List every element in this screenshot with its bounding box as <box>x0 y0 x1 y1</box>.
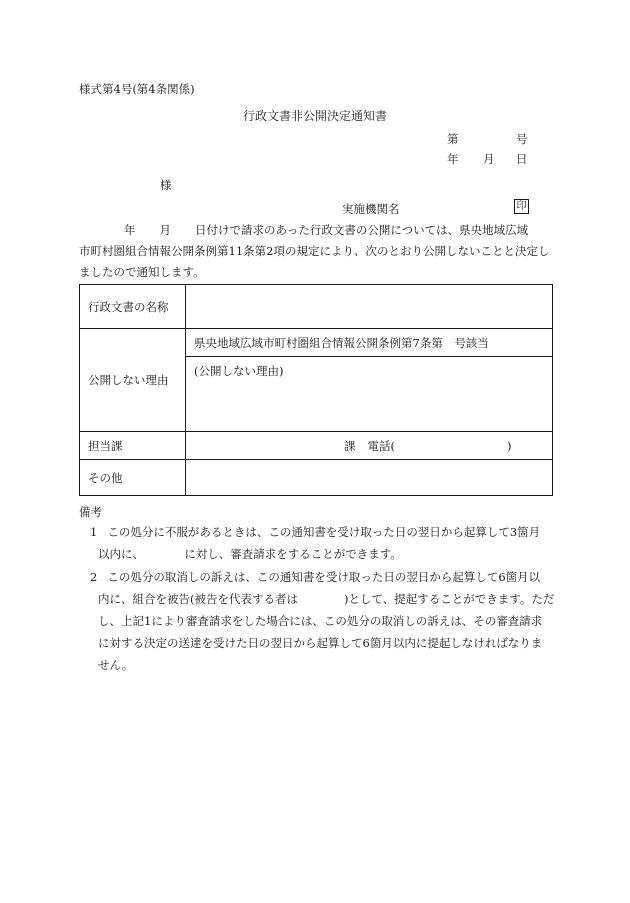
document-number-prefix: 第 <box>447 132 459 146</box>
intro-line-2: 市町村圏組合情報公開条例第11条第2項の規定により、次のとおり公開しないことと決定し <box>79 244 550 258</box>
remark-line: 以内に、 に対し、審査請求をすることができます。 <box>98 547 402 561</box>
table-row <box>80 432 553 460</box>
remark-number: 2 <box>90 570 98 584</box>
reason-text: (公開しない理由) <box>186 357 553 432</box>
remark-line: 内に、組合を被告(被告を代表する者は )として、提起することができます。ただ <box>98 592 555 606</box>
remark-line: この処分に不服があるときは、この通知書を受け取った日の翌日から起算して3箇月 <box>107 525 541 539</box>
intro-year-label: 年 <box>124 223 136 237</box>
remark-line: し、上記1により審査請求をした場合には、この処分の取消しの訴えは、その審査請求 <box>98 614 543 628</box>
intro-line-1: 日付けで請求のあった行政文書の公開については、県央地域広域 <box>195 223 529 237</box>
other-value <box>186 460 553 496</box>
phone-label: 電話( <box>367 438 395 453</box>
other-label: その他 <box>80 460 186 496</box>
date-day-label: 日 <box>516 152 528 166</box>
intro-month-label: 月 <box>159 223 171 237</box>
table-row <box>80 460 553 496</box>
addressee-honorific: 様 <box>160 178 172 192</box>
document-number-suffix: 号 <box>516 132 528 146</box>
remark-item <box>90 521 556 565</box>
section-ka-label: 課 <box>344 438 356 453</box>
reason-article: 県央地域広域市町村圏組合情報公開条例第7条第 号該当 <box>186 329 553 357</box>
seal-stamp: 印 <box>514 199 529 214</box>
remark-item <box>90 566 556 676</box>
remark-line: この処分の取消しの訴えは、この通知書を受け取った日の翌日から起算して6箇月以 <box>107 570 541 584</box>
reason-label: 公開しない理由 <box>80 329 186 432</box>
remark-number: 1 <box>90 525 98 539</box>
intro-line-3: ましたので通知します。 <box>79 265 205 279</box>
phone-close: ) <box>507 438 512 453</box>
document-name-label: 行政文書の名称 <box>80 285 186 329</box>
page-title: 行政文書非公開決定通知書 <box>242 109 387 123</box>
date-month-label: 月 <box>483 152 495 166</box>
agency-name-label: 実施機関名 <box>342 202 400 216</box>
document-name-value <box>186 285 553 329</box>
remark-line: せん。 <box>98 658 134 672</box>
notice-table <box>79 284 553 496</box>
date-year-label: 年 <box>447 152 459 166</box>
table-row <box>80 329 553 357</box>
section-label: 担当課 <box>80 432 186 460</box>
remarks-title: 備考 <box>79 505 102 519</box>
form-number: 様式第4号(第4条関係) <box>79 82 195 96</box>
table-row <box>80 285 553 329</box>
remark-line: に対する決定の送達を受けた日の翌日から起算して6箇月以内に提起しなければなりま <box>98 636 543 650</box>
intro-paragraph <box>79 220 555 283</box>
